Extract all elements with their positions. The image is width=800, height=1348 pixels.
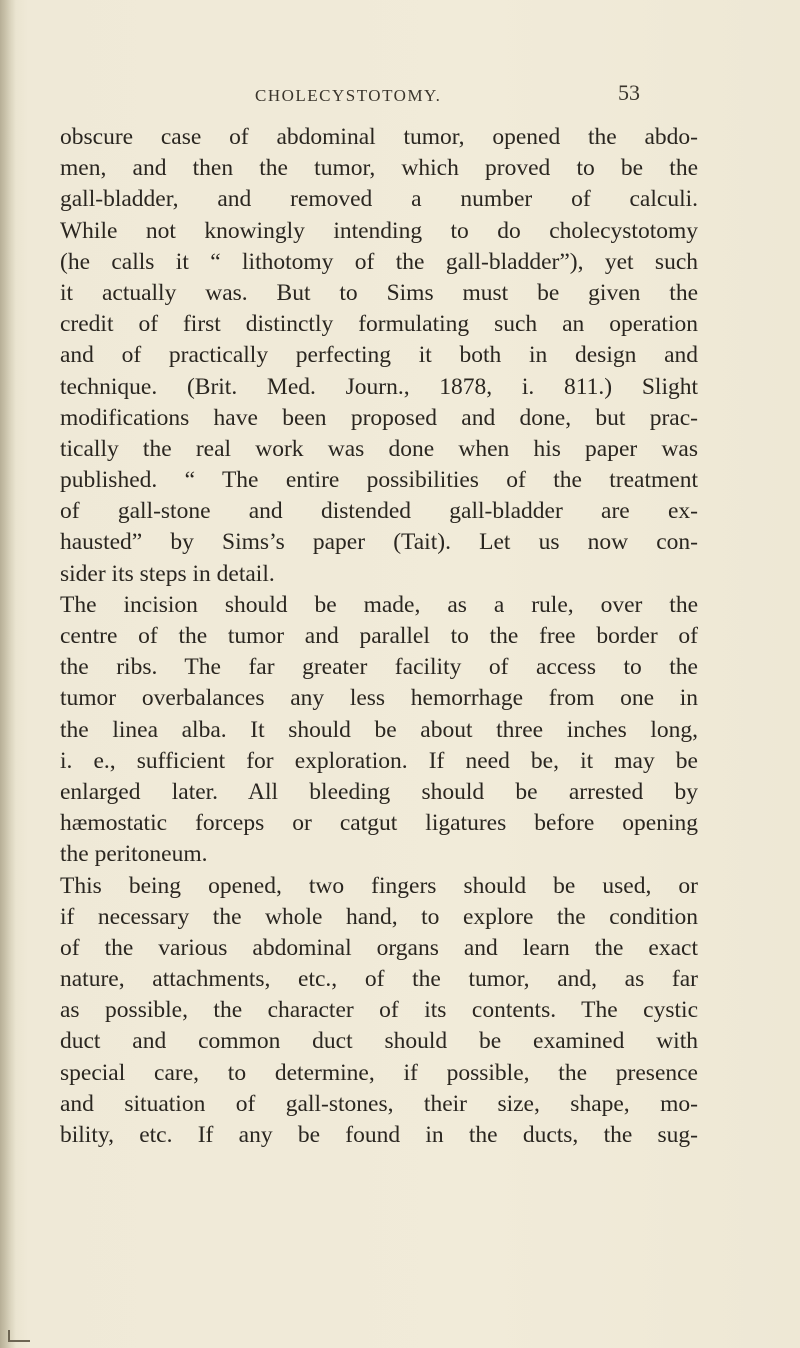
- text-line: of the various abdominal organs and learn the exact: [60, 934, 698, 961]
- text-line: men, and then the tumor, which proved to be the: [60, 155, 698, 182]
- text-line: hæmostatic forceps or catgut ligatures before opening: [60, 810, 698, 837]
- body-text: [60, 122, 698, 1151]
- text-line: and situation of gall-stones, their size, shape, mo-: [60, 1090, 698, 1117]
- text-line: centre of the tumor and parallel to the free border of: [60, 623, 698, 649]
- text-line: enlarged later. All bleeding should be arrested by: [60, 778, 698, 805]
- text-line: published. “ The entire possibilities of the treatment: [60, 467, 698, 494]
- text-line: bility, etc. If any be found in the ducts, the sug-: [60, 1122, 698, 1148]
- text-line: tically the real work was done when his paper was: [60, 435, 698, 462]
- text-line: the linea alba. It should be about three inches long,: [60, 716, 698, 743]
- running-title: CHOLECYSTOTOMY.: [255, 86, 442, 105]
- text-line: modifications have been proposed and done, but prac-: [60, 404, 698, 431]
- text-line: obscure case of abdominal tumor, opened the abdo-: [60, 124, 698, 150]
- text-line: i. e., sufficient for exploration. If need be, it may be: [60, 747, 698, 774]
- text-line: sider its steps in detail.: [60, 560, 275, 587]
- text-line: the peritoneum.: [60, 841, 208, 868]
- text-line: special care, to determine, if possible, the presence: [60, 1059, 698, 1086]
- text-line: hausted” by Sims’s paper (Tait). Let us now con-: [60, 529, 698, 556]
- text-line: credit of first distinctly formulating such an operation: [60, 311, 698, 338]
- page-number: 53: [618, 80, 640, 105]
- text-line: if necessary the whole hand, to explore the condition: [60, 903, 698, 930]
- spine-shadow: [0, 0, 16, 1348]
- text-line: This being opened, two fingers should be used, or: [60, 872, 698, 899]
- text-line: the ribs. The far greater facility of access to the: [60, 654, 698, 681]
- text-line: as possible, the character of its contents. The cystic: [60, 997, 698, 1024]
- text-line: of gall-stone and distended gall-bladder are ex-: [60, 498, 698, 525]
- text-line: The incision should be made, as a rule, over the: [60, 591, 698, 618]
- page-corner-mark: [8, 1330, 30, 1342]
- text-line: duct and common duct should be examined with: [60, 1028, 698, 1055]
- text-line: While not knowingly intending to do cholecystotomy: [60, 217, 698, 244]
- text-line: it actually was. But to Sims must be given the: [60, 279, 698, 306]
- text-line: (he calls it “ lithotomy of the gall-bladder”), yet such: [60, 248, 698, 275]
- text-line: technique. (Brit. Med. Journ., 1878, i. 811.) Slight: [60, 373, 698, 400]
- text-line: tumor overbalances any less hemorrhage from one in: [60, 685, 698, 712]
- text-line: nature, attachments, etc., of the tumor, and, as far: [60, 966, 698, 993]
- running-head: [0, 80, 800, 110]
- text-line: and of practically perfecting it both in design and: [60, 342, 698, 369]
- text-line: gall-bladder, and removed a number of calculi.: [60, 186, 698, 213]
